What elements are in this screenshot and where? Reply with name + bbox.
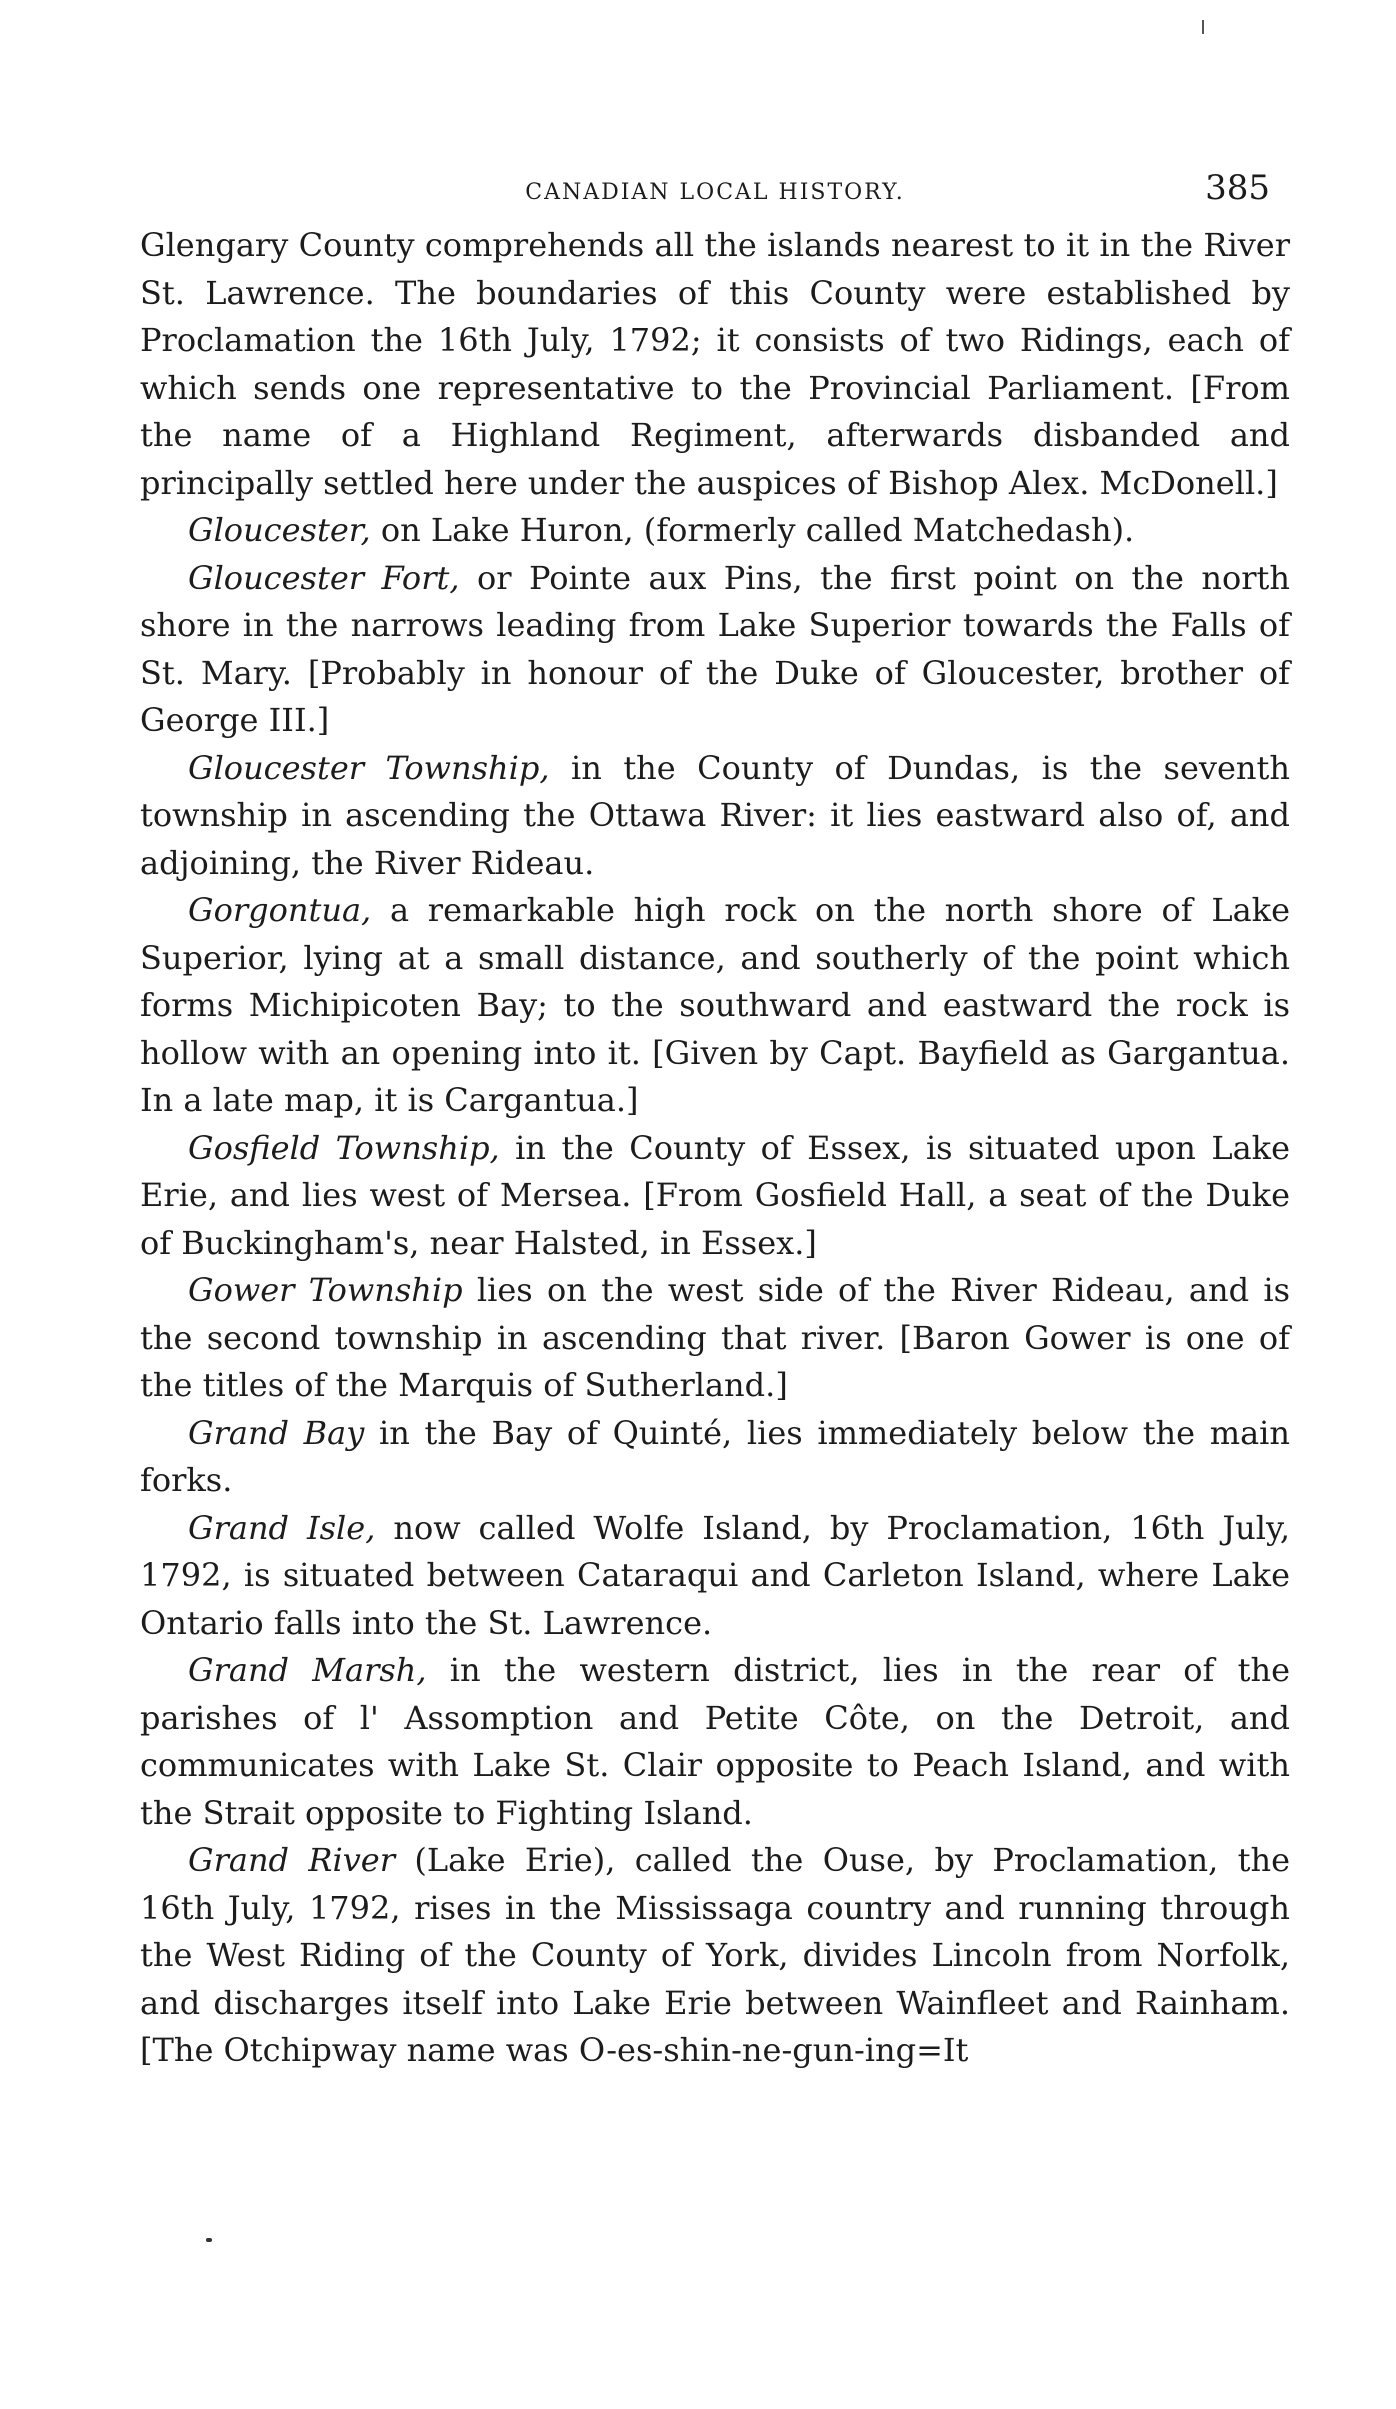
entry-term: Gloucester, [188, 511, 371, 549]
entry-grand-marsh [140, 1647, 1290, 1837]
entry-grand-bay [140, 1410, 1290, 1505]
entry-text: in the Bay of Quinté, lies immediately below the main forks. [140, 1413, 1291, 1499]
entry-term: Gloucester Fort, [188, 558, 460, 597]
entry-glengary-county [140, 222, 1290, 507]
entry-gorgontua [140, 887, 1290, 1125]
page-body [140, 222, 1290, 2075]
entry-gloucester-fort [140, 555, 1290, 745]
entry-term: Gosfield Township, [188, 1128, 500, 1167]
entry-text: now called Wolfe Island, by Proclamation, 16th July, 1792, is situated between Cataraqui and Carleton Island, where Lake Ontario falls into the St. Lawrence. [140, 1508, 1291, 1642]
page-header [140, 160, 1290, 208]
entry-text: (Lake Erie), called the Ouse, by Proclamation, the 16th July, 1792, rises in the Mississaga country and running through the West Riding of the County of York, divides Lincoln from Norfolk, and discharges itself into Lake Erie between Wainfleet and Rainham. [The Otchipway name was O-es-shin-ne-gun-ing=It [140, 1841, 1291, 2069]
entry-term: Gorgontua, [188, 891, 372, 929]
entry-text: Glengary County comprehends all the islands nearest to it in the River St. Lawrence. The boundaries of this County were established by Proclamation the 16th July, 1792; it consists of two Ridings, each of which sends one representative to the Provincial Parliament. [From the name of a Highland Regiment, afterwards disbanded and principally settled here under the auspices of Bishop Alex. McDonell.] [140, 226, 1290, 502]
entry-text: in the western district, lies in the rear of the parishes of l' Assomption and Petite Côte, on the Detroit, and communicates with Lake St. Clair opposite to Peach Island, and with the Strait opposite to Fighting Island. [140, 1651, 1290, 1832]
margin-mark-top [1202, 20, 1204, 34]
entry-text: on Lake Huron, (formerly called Matchedash). [370, 511, 1135, 549]
entry-term: Grand River [188, 1841, 396, 1879]
margin-mark-bottom [206, 2238, 212, 2242]
entry-term: Grand Bay [188, 1413, 365, 1452]
entry-text: lies on the west side of the River Rideau, and is the second township in ascending that river. [Baron Gower is one of the titles of the Marquis of Sutherland.] [140, 1271, 1291, 1404]
entry-text: in the County of Essex, is situated upon Lake Erie, and lies west of Mersea. [From Gosfield Hall, a seat of the Duke of Buckingham's, near Halsted, in Essex.] [140, 1128, 1291, 1262]
entry-text: in the County of Dundas, is the seventh township in ascending the Ottawa River: it lies eastward also of, and adjoining, the River Rideau. [140, 748, 1291, 882]
entry-gosfield-township [140, 1125, 1290, 1268]
entry-text: or Pointe aux Pins, the first point on the north shore in the narrows leading from Lake Superior towards the Falls of St. Mary. [Probably in honour of the Duke of Gloucester, brother of George III.] [140, 558, 1291, 739]
entry-gloucester-township [140, 745, 1290, 888]
page-number: 385 [1205, 168, 1270, 208]
entry-term: Grand Marsh, [188, 1651, 427, 1689]
entry-text: a remarkable high rock on the north shore of Lake Superior, lying at a small distance, and southerly of the point which forms Michipicoten Bay; to the southward and eastward the rock is hollow with an opening into it. [Given by Capt. Bayfield as Gargantua. In a late map, it is Cargantua.] [140, 891, 1290, 1119]
running-head: CANADIAN LOCAL HISTORY. [525, 180, 905, 205]
entry-term: Gloucester Township, [188, 748, 550, 787]
entry-term: Grand Isle, [188, 1508, 376, 1547]
entry-gloucester [140, 507, 1290, 555]
entry-grand-isle [140, 1505, 1290, 1648]
entry-term: Gower Township [188, 1271, 463, 1309]
entry-gower-township [140, 1267, 1290, 1410]
entry-grand-river [140, 1837, 1290, 2075]
book-page [140, 160, 1290, 2075]
